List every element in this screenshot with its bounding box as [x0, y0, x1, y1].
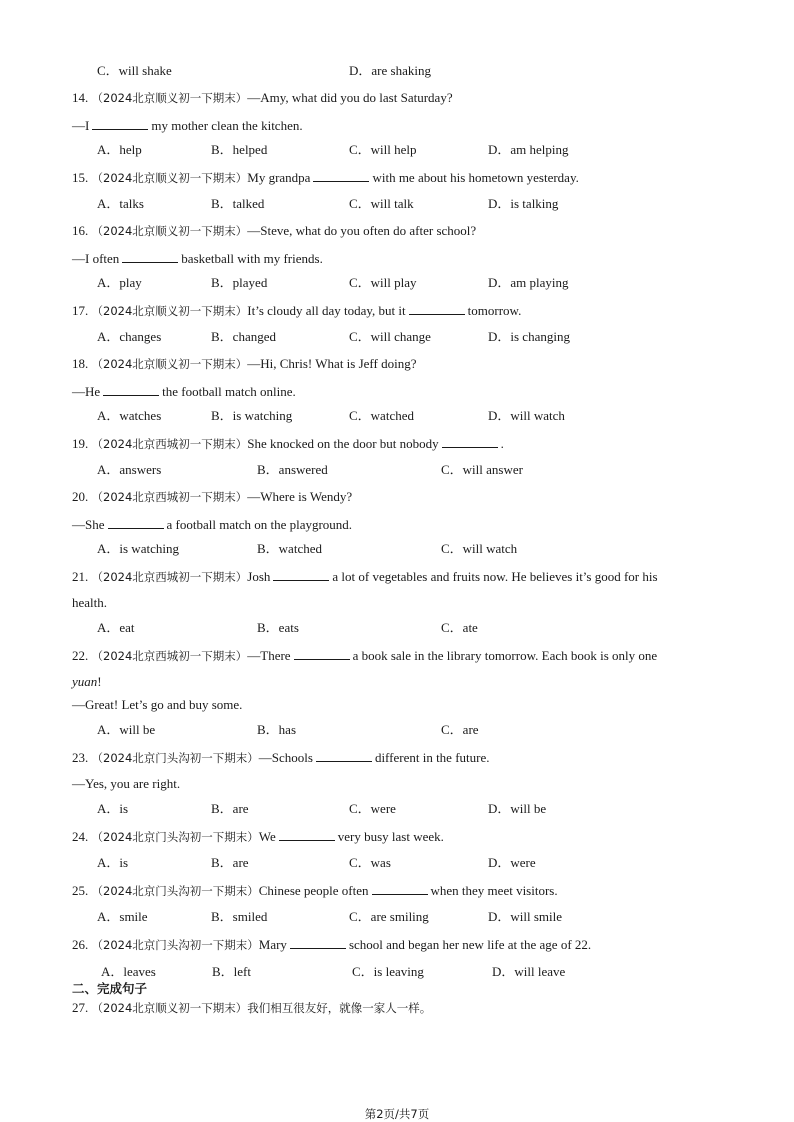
question-number: 24. [72, 829, 89, 844]
stem-part: Mary [258, 937, 287, 952]
option-d: D．will watch [488, 408, 565, 423]
answer-blank [122, 250, 178, 263]
option-a: A．changes [97, 329, 162, 344]
question-number: 19. [72, 436, 89, 451]
stem-part: She knocked on the door but nobody [247, 436, 439, 451]
question-20-line2 [72, 516, 352, 533]
question-source: （2024北京门头沟初一下期末） [91, 884, 259, 898]
option-d: D．is talking [488, 196, 559, 211]
question-number: 26. [72, 937, 89, 952]
question-source: （2024北京顺义初一下期末） [91, 171, 248, 185]
option-d: D．will smile [488, 909, 563, 924]
option-d: D．will be [488, 801, 547, 816]
answer-blank [279, 828, 335, 841]
question-23 [72, 749, 490, 766]
question-18 [72, 356, 417, 372]
option-c: C．will change [349, 329, 431, 344]
question-14 [72, 90, 453, 106]
question-number: 15. [72, 170, 89, 185]
stem-part: It’s cloudy all day today, but it [247, 303, 406, 318]
stem-part: —Schools [258, 750, 313, 765]
answer-blank [108, 516, 164, 529]
question-stem: —Where is Wendy? [247, 489, 353, 504]
answer-blank [294, 647, 350, 660]
question-number: 16. [72, 223, 89, 238]
stem-part: My grandpa [247, 170, 311, 185]
stem-part: very busy last week. [337, 829, 444, 844]
option-b: B．talked [211, 196, 265, 211]
question-number: 18. [72, 356, 89, 371]
section-heading: 二、完成句子 [72, 981, 148, 996]
stem-part: tomorrow. [467, 303, 522, 318]
question-26 [72, 936, 591, 953]
question-21 [72, 568, 658, 585]
question-23-line2: —Yes, you are right. [72, 776, 181, 791]
stem-part: —He [72, 384, 101, 399]
stem-part: —I [72, 118, 90, 133]
stem-part: different in the future. [374, 750, 490, 765]
option-c: C．watched [349, 408, 414, 423]
answer-blank [103, 383, 159, 396]
question-number: 27. [72, 1000, 89, 1015]
question-stem: 我们相互很友好，就像一家人一样。 [247, 1001, 432, 1015]
answer-blank [313, 169, 369, 182]
question-source: （2024北京门头沟初一下期末） [91, 938, 259, 952]
answer-blank [409, 302, 465, 315]
stem-part: my mother clean the kitchen. [151, 118, 303, 133]
option-c: C．was [349, 855, 391, 870]
stem-part: —I often [72, 251, 120, 266]
stem-part: a football match on the playground. [166, 517, 353, 532]
option-a: A．watches [97, 408, 162, 423]
stem-part: school and began her new life at the age of 22. [348, 937, 592, 952]
stem-part: with me about his hometown yesterday. [372, 170, 579, 185]
question-source: （2024北京西城初一下期末） [91, 570, 248, 584]
question-number: 20. [72, 489, 89, 504]
option-a: A．is watching [97, 541, 179, 556]
option-c: C．will answer [441, 462, 523, 477]
option-b: B．left [212, 964, 251, 979]
stem-part: a lot of vegetables and fruits now. He believes it’s good for his [332, 569, 658, 584]
question-27 [72, 1000, 431, 1016]
option-b: B．are [211, 855, 249, 870]
option-a: A．talks [97, 196, 144, 211]
question-number: 14. [72, 90, 89, 105]
answer-blank [273, 568, 329, 581]
stem-part: We [258, 829, 276, 844]
option-b: B．smiled [211, 909, 268, 924]
answer-blank [92, 117, 148, 130]
option-a: A．help [97, 142, 142, 157]
question-17 [72, 302, 521, 319]
question-22 [72, 647, 657, 664]
question-16 [72, 223, 476, 239]
question-source: （2024北京顺义初一下期末） [91, 91, 248, 105]
question-number: 25. [72, 883, 89, 898]
option-a: A．will be [97, 722, 156, 737]
question-source: （2024北京西城初一下期末） [91, 649, 248, 663]
question-24 [72, 828, 444, 845]
option-d: D．are shaking [349, 63, 431, 78]
question-source: （2024北京西城初一下期末） [91, 437, 248, 451]
option-c: C．ate [441, 620, 478, 635]
question-source: （2024北京西城初一下期末） [91, 490, 248, 504]
stem-part: a book sale in the library tomorrow. Each book is only one [352, 648, 658, 663]
question-stem: —Hi, Chris! What is Jeff doing? [247, 356, 417, 371]
stem-part: ! [97, 674, 102, 689]
answer-blank [372, 882, 428, 895]
question-source: （2024北京顺义初一下期末） [91, 224, 248, 238]
option-c: C．were [349, 801, 396, 816]
option-a: A．is [97, 855, 129, 870]
option-b: B．played [211, 275, 268, 290]
option-c: C．will talk [349, 196, 414, 211]
option-b: B．watched [257, 541, 322, 556]
question-19 [72, 435, 504, 452]
question-source: （2024北京顺义初一下期末） [91, 304, 248, 318]
question-18-line2 [72, 383, 296, 400]
option-d: D．am helping [488, 142, 569, 157]
option-b: B．helped [211, 142, 268, 157]
option-b: B．is watching [211, 408, 293, 423]
stem-part: basketball with my friends. [181, 251, 323, 266]
stem-part: the football match online. [162, 384, 296, 399]
option-b: B．are [211, 801, 249, 816]
option-b: B．eats [257, 620, 299, 635]
option-d: D．am playing [488, 275, 569, 290]
option-b: B．has [257, 722, 297, 737]
stem-part: Chinese people often [258, 883, 369, 898]
option-a: A．is [97, 801, 129, 816]
option-c: C．are smiling [349, 909, 429, 924]
question-22-line3: —Great! Let’s go and buy some. [72, 697, 243, 712]
option-c: C．will help [349, 142, 417, 157]
answer-blank [442, 435, 498, 448]
question-number: 23. [72, 750, 89, 765]
option-c: C．will shake [97, 63, 172, 78]
stem-part: . [500, 436, 504, 451]
question-16-line2 [72, 250, 323, 267]
question-source: （2024北京门头沟初一下期末） [91, 751, 259, 765]
option-c: C．will play [349, 275, 417, 290]
stem-part: —There [247, 648, 291, 663]
question-20 [72, 489, 352, 505]
question-21-cont: health. [72, 595, 108, 610]
stem-part: —She [72, 517, 105, 532]
option-c: C．are [441, 722, 479, 737]
option-d: D．were [488, 855, 536, 870]
page-footer: 第2页/共7页 [364, 1107, 430, 1121]
question-source: （2024北京门头沟初一下期末） [91, 830, 259, 844]
question-22-cont [72, 674, 102, 690]
stem-part: when they meet visitors. [430, 883, 558, 898]
option-a: A．smile [97, 909, 148, 924]
question-source: （2024北京顺义初一下期末） [91, 357, 248, 371]
question-number: 21. [72, 569, 89, 584]
question-15 [72, 169, 579, 186]
stem-part: Josh [247, 569, 271, 584]
answer-blank [290, 936, 346, 949]
question-25 [72, 882, 558, 899]
option-a: A．eat [97, 620, 135, 635]
option-a: A．answers [97, 462, 162, 477]
question-number: 17. [72, 303, 89, 318]
question-stem: —Amy, what did you do last Saturday? [247, 90, 453, 105]
question-stem: —Steve, what do you often do after school? [247, 223, 477, 238]
option-d: D．will leave [492, 964, 566, 979]
answer-blank [316, 749, 372, 762]
question-14-line2 [72, 117, 303, 134]
question-source: （2024北京顺义初一下期末） [91, 1001, 248, 1015]
option-a: A．leaves [101, 964, 156, 979]
option-b: B．answered [257, 462, 328, 477]
option-a: A．play [97, 275, 142, 290]
option-c: C．will watch [441, 541, 518, 556]
option-b: B．changed [211, 329, 276, 344]
option-c: C．is leaving [352, 964, 424, 979]
option-d: D．is changing [488, 329, 570, 344]
italic-word: yuan [72, 674, 98, 689]
question-number: 22. [72, 648, 89, 663]
